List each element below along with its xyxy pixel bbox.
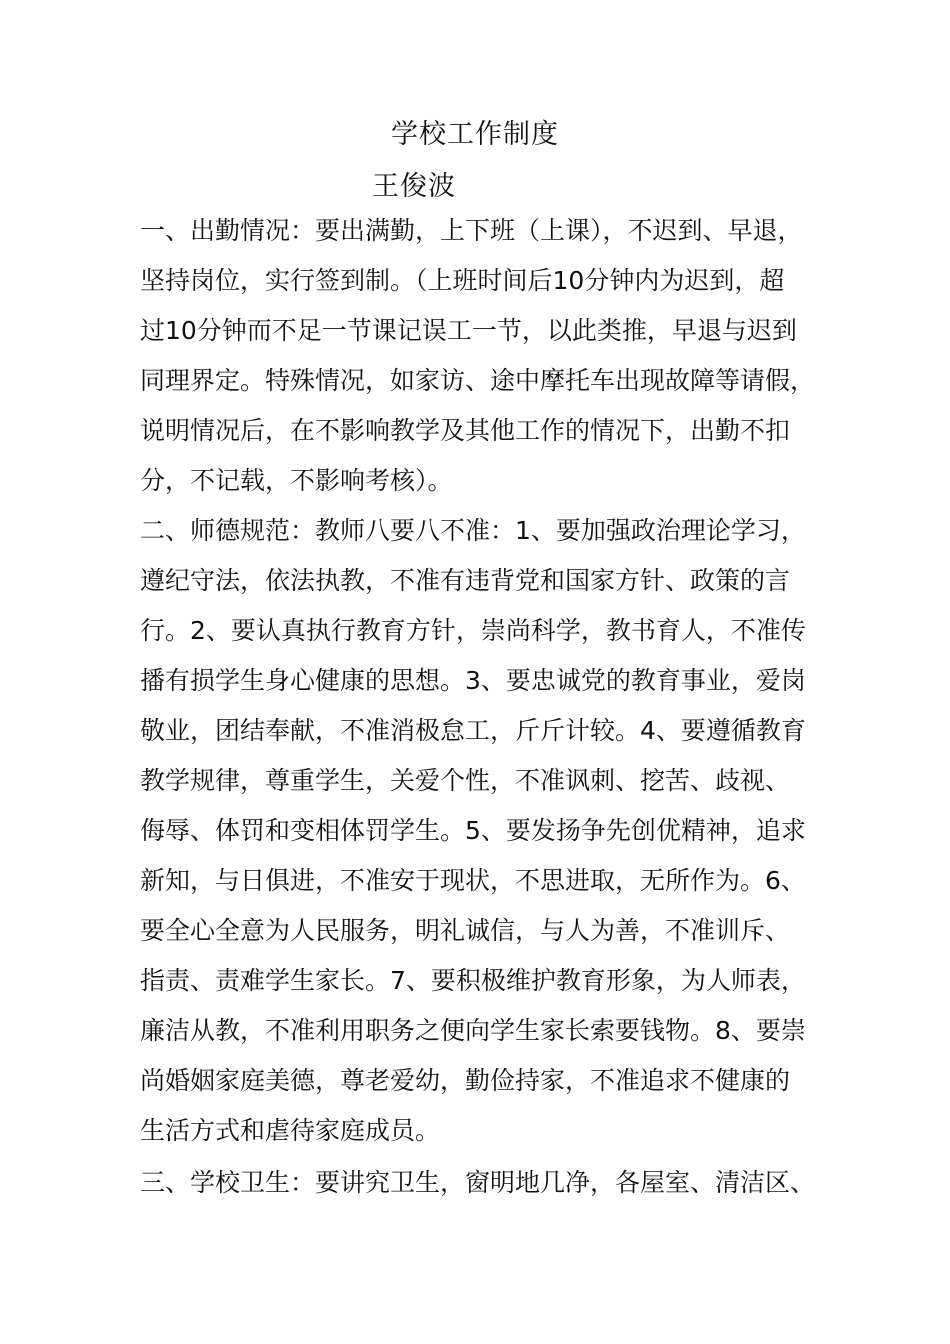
body-line: 二、师德规范：教师八要八不准：1、要加强政治理论学习， (140, 516, 806, 545)
body-line: 要全心全意为人民服务，明礼诚信，与人为善，不准训斥、 (140, 916, 791, 945)
body-line: 指责、责难学生家长。7、要积极维护教育形象，为人师表， (140, 966, 806, 995)
body-line: 坚持岗位，实行签到制。（上班时间后10分钟内为迟到，超 (140, 266, 785, 295)
body-line: 新知，与日俱进，不准安于现状，不思进取，无所作为。6、 (140, 866, 806, 895)
body-line: 敬业，团结奉献，不准消极怠工，斤斤计较。4、要遵循教育 (140, 716, 806, 745)
body-line: 廉洁从教，不准利用职务之便向学生家长索要钱物。8、要崇 (140, 1016, 806, 1045)
body-line: 过10分钟而不足一节课记误工一节，以此类推，早退与迟到 (140, 316, 797, 345)
body-line: 尚婚姻家庭美德，尊老爱幼，勤俭持家，不准追求不健康的 (140, 1066, 791, 1095)
document-body (140, 206, 830, 1208)
body-line: 教学规律，尊重学生，关爱个性，不准讽刺、挖苦、歧视、 (140, 766, 791, 795)
document-author: 王俊波 (372, 171, 456, 202)
body-line: 分，不记载，不影响考核）。 (140, 466, 453, 495)
body-line: 一、出勤情况：要出满勤，上下班（上课），不迟到、早退， (140, 216, 803, 245)
body-line: 同理界定。特殊情况，如家访、途中摩托车出现故障等请假， (140, 366, 816, 395)
body-line: 生活方式和虐待家庭成员。 (140, 1116, 441, 1145)
body-line: 行。2、要认真执行教育方针，崇尚科学，教书育人，不准传 (140, 616, 806, 645)
body-line: 播有损学生身心健康的思想。3、要忠诚党的教育事业，爱岗 (140, 666, 806, 695)
body-line: 说明情况后，在不影响教学及其他工作的情况下，出勤不扣 (140, 416, 791, 445)
body-line: 三、学校卫生：要讲究卫生，窗明地几净，各屋室、清洁区、 (140, 1168, 816, 1197)
document-title: 学校工作制度 (391, 119, 559, 150)
body-line: 遵纪守法，依法执教，不准有违背党和国家方针、政策的言 (140, 566, 791, 595)
body-line: 侮辱、体罚和变相体罚学生。5、要发扬争先创优精神，追求 (140, 816, 806, 845)
